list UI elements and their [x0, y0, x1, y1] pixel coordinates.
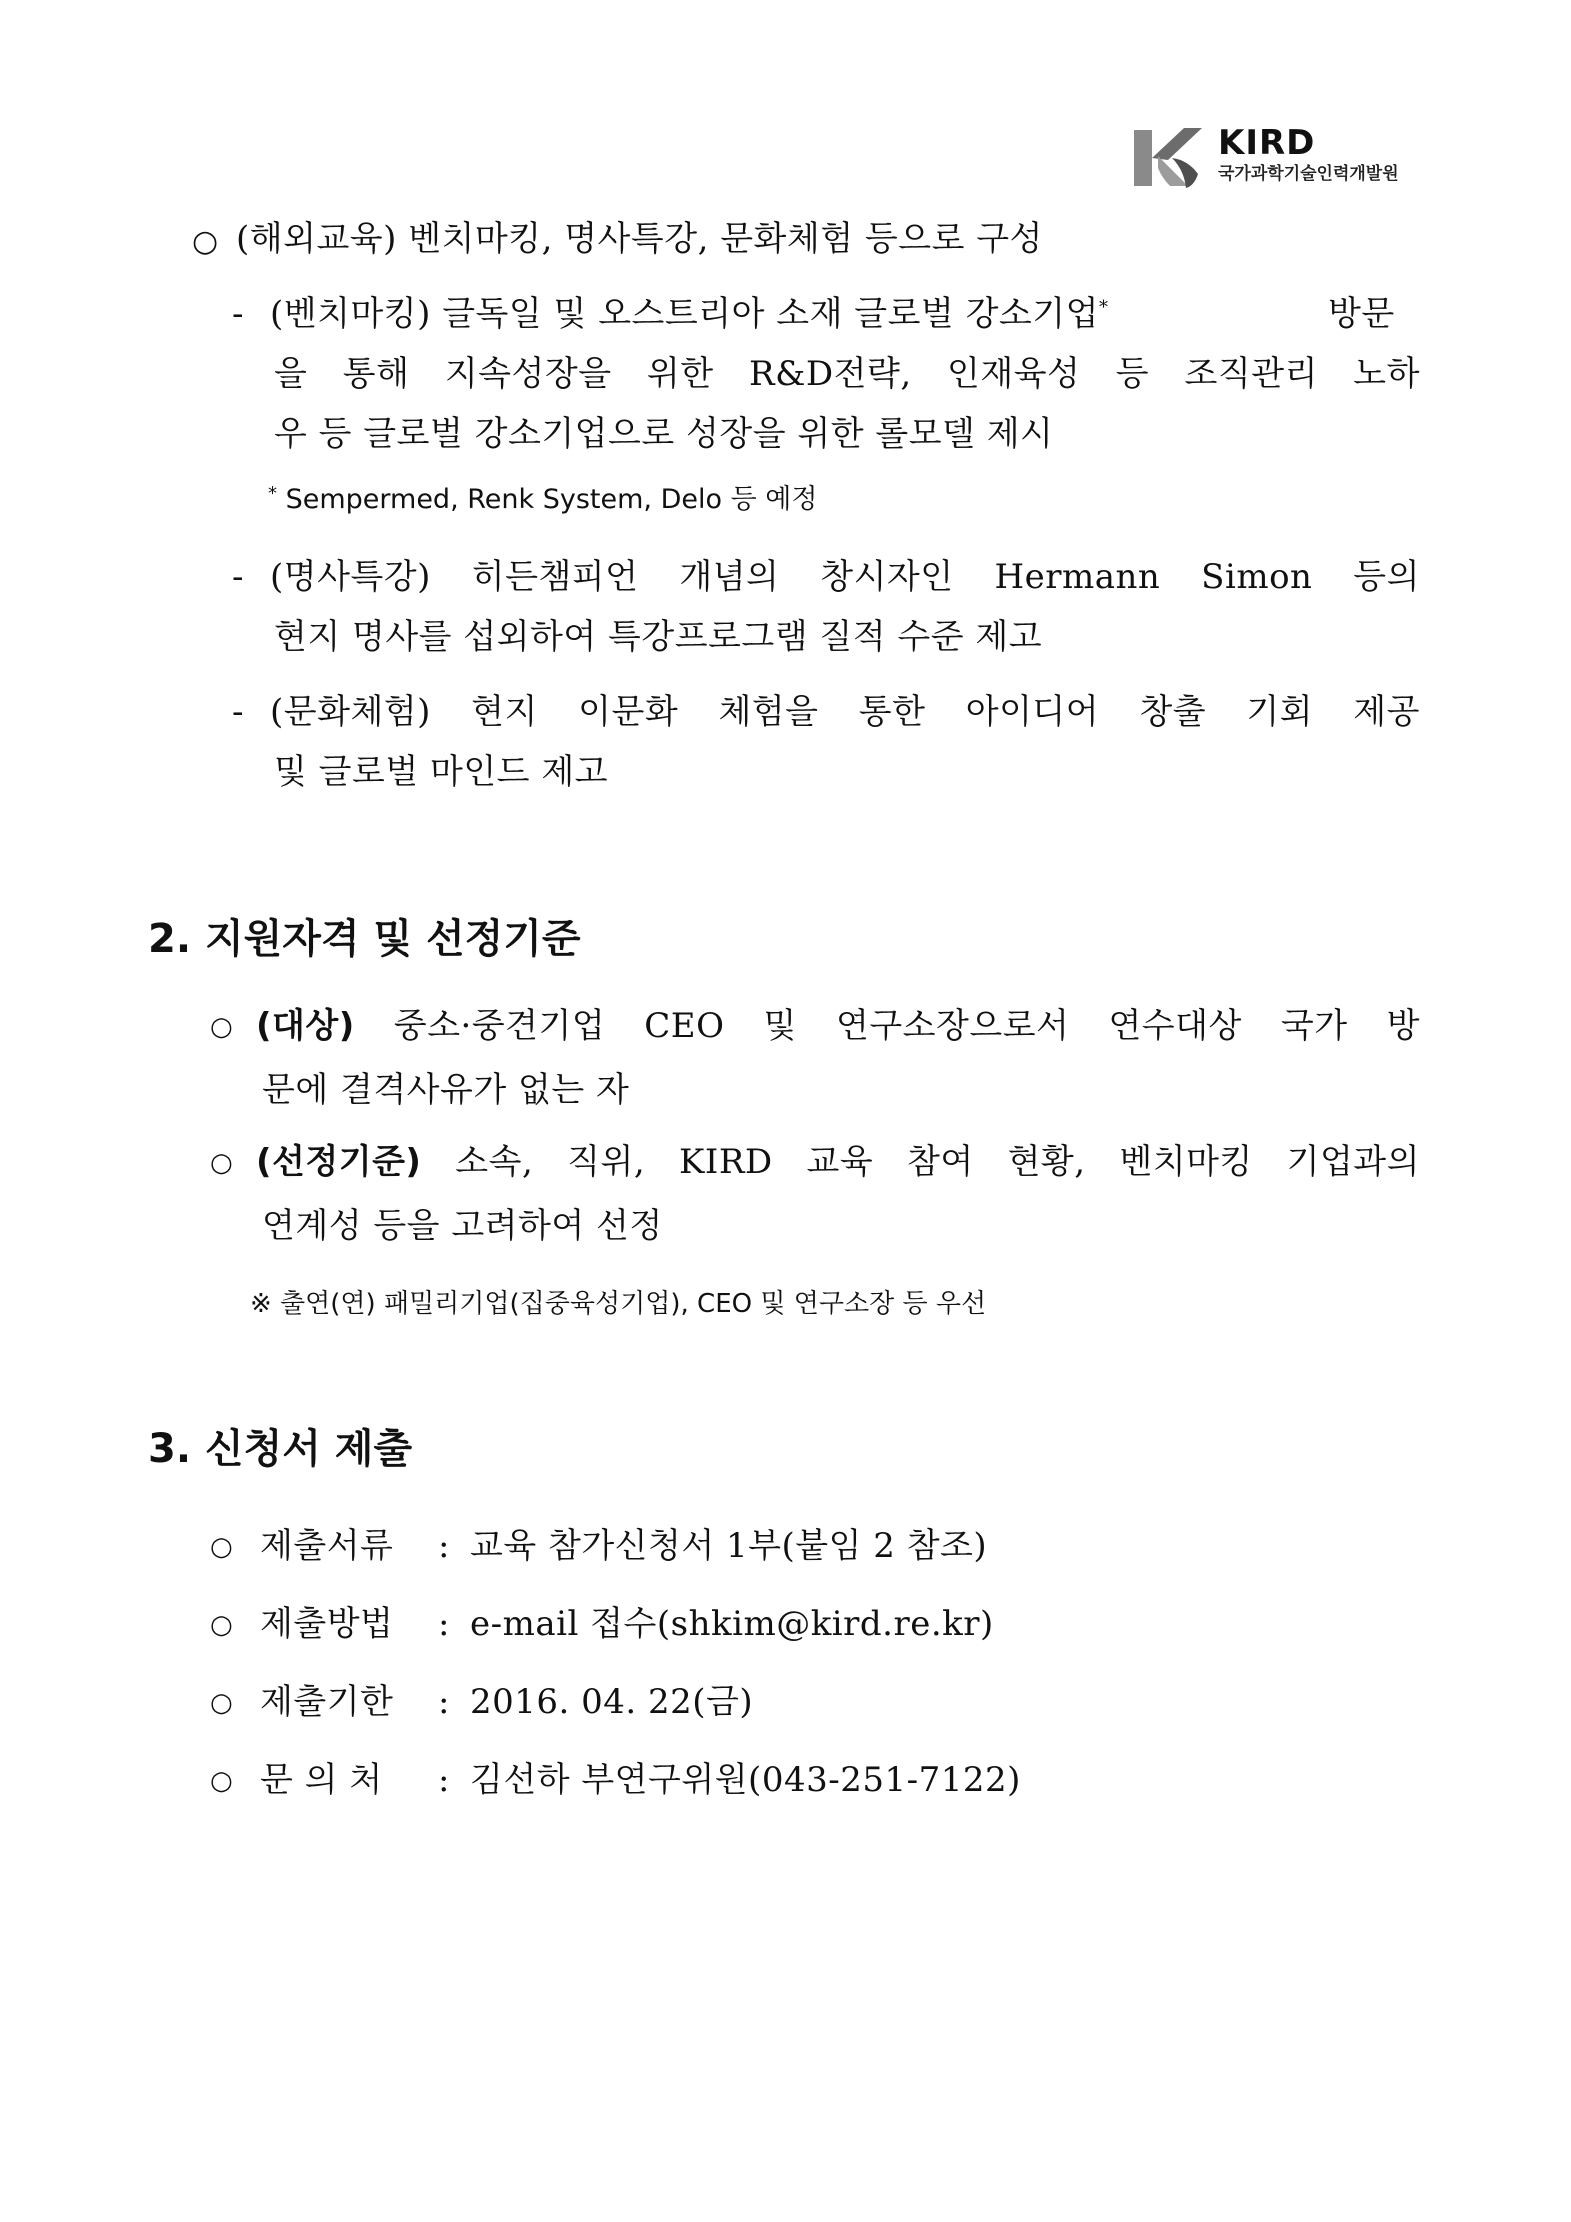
footnote-text: Sempermed, Renk System, Delo 등 예정 — [285, 484, 818, 515]
kird-logo — [1128, 124, 1428, 192]
logo-title: KIRD — [1218, 123, 1316, 163]
benchmark-line-1-tail: 방문 — [1328, 294, 1395, 334]
bullet-circle: ○ — [210, 1688, 233, 1718]
bullet-circle: ○ — [210, 1532, 233, 1562]
benchmark-line-2: 을 통해 지속성장을 위한 R&D전략, 인재육성 등 조직관리 노하 — [274, 354, 1420, 394]
benchmark-line-1-text: (벤치마킹) 글독일 및 오스트리아 소재 글로벌 강소기업 — [270, 294, 1099, 334]
colon: : — [438, 1604, 450, 1644]
contact-value: 김선하 부연구위원(043-251-7122) — [470, 1760, 1021, 1800]
section-3-title: 3. 신청서 제출 — [148, 1426, 413, 1472]
bullet-circle: ○ — [210, 1766, 233, 1796]
contact-label: 문 의 처 — [260, 1760, 383, 1800]
dash-marker: - — [232, 557, 244, 597]
dash-marker: - — [232, 692, 244, 732]
priority-note: ※ 출연(연) 패밀리기업(집중육성기업), CEO 및 연구소장 등 우선 — [250, 1289, 987, 1319]
colon: : — [438, 1526, 450, 1566]
criteria-line-1 — [256, 1142, 1420, 1182]
target-line-2: 문에 결격사유가 없는 자 — [262, 1070, 630, 1110]
bullet-circle: ○ — [210, 1610, 233, 1640]
logo-subtitle: 국가과학기술인력개발원 — [1218, 164, 1399, 184]
culture-line-1: (문화체험) 현지 이문화 체험을 통한 아이디어 창출 기회 제공 — [270, 692, 1420, 732]
criteria-text: 소속, 직위, KIRD 교육 참여 현황, 벤치마킹 기업과의 — [421, 1142, 1420, 1182]
target-text: 중소·중견기업 CEO 및 연구소장으로서 연수대상 국가 방 — [354, 1006, 1420, 1046]
lecture-line-2: 현지 명사를 섭외하여 특강프로그램 질적 수준 제고 — [274, 617, 1043, 657]
kird-k-logo-icon — [1128, 124, 1204, 192]
bullet-circle: ○ — [210, 1012, 233, 1042]
method-label: 제출방법 — [260, 1604, 394, 1644]
benchmark-line-1 — [270, 294, 1308, 334]
criteria-line-2: 연계성 등을 고려하여 선정 — [262, 1206, 663, 1246]
overseas-intro: (해외교육) 벤치마킹, 명사특강, 문화체험 등으로 구성 — [236, 219, 1043, 259]
target-label: (대상) — [256, 1006, 355, 1046]
lecture-line-1: (명사특강) 히든챔피언 개념의 창시자인 Hermann Simon 등의 — [270, 557, 1420, 597]
method-value: e-mail 접수(shkim@kird.re.kr) — [470, 1604, 994, 1644]
section-2-title: 2. 지원자격 및 선정기준 — [148, 916, 581, 962]
footnote-marker: * — [268, 483, 277, 504]
dash-marker: - — [232, 294, 244, 334]
documents-label: 제출서류 — [260, 1526, 394, 1566]
bullet-circle: ○ — [210, 1148, 233, 1178]
target-line-1 — [256, 1006, 1420, 1046]
bullet-circle: ○ — [192, 224, 219, 259]
benchmark-footnote — [268, 484, 817, 516]
footnote-marker: * — [1098, 297, 1109, 318]
culture-line-2: 및 글로벌 마인드 제고 — [274, 752, 609, 792]
deadline-value: 2016. 04. 22(금) — [470, 1682, 754, 1722]
deadline-label: 제출기한 — [260, 1682, 394, 1722]
benchmark-line-3: 우 등 글로벌 강소기업으로 성장을 위한 롤모델 제시 — [274, 414, 1054, 454]
colon: : — [438, 1682, 450, 1722]
criteria-label: (선정기준) — [256, 1142, 422, 1182]
colon: : — [438, 1760, 450, 1800]
documents-value: 교육 참가신청서 1부(붙임 2 참조) — [470, 1526, 988, 1566]
